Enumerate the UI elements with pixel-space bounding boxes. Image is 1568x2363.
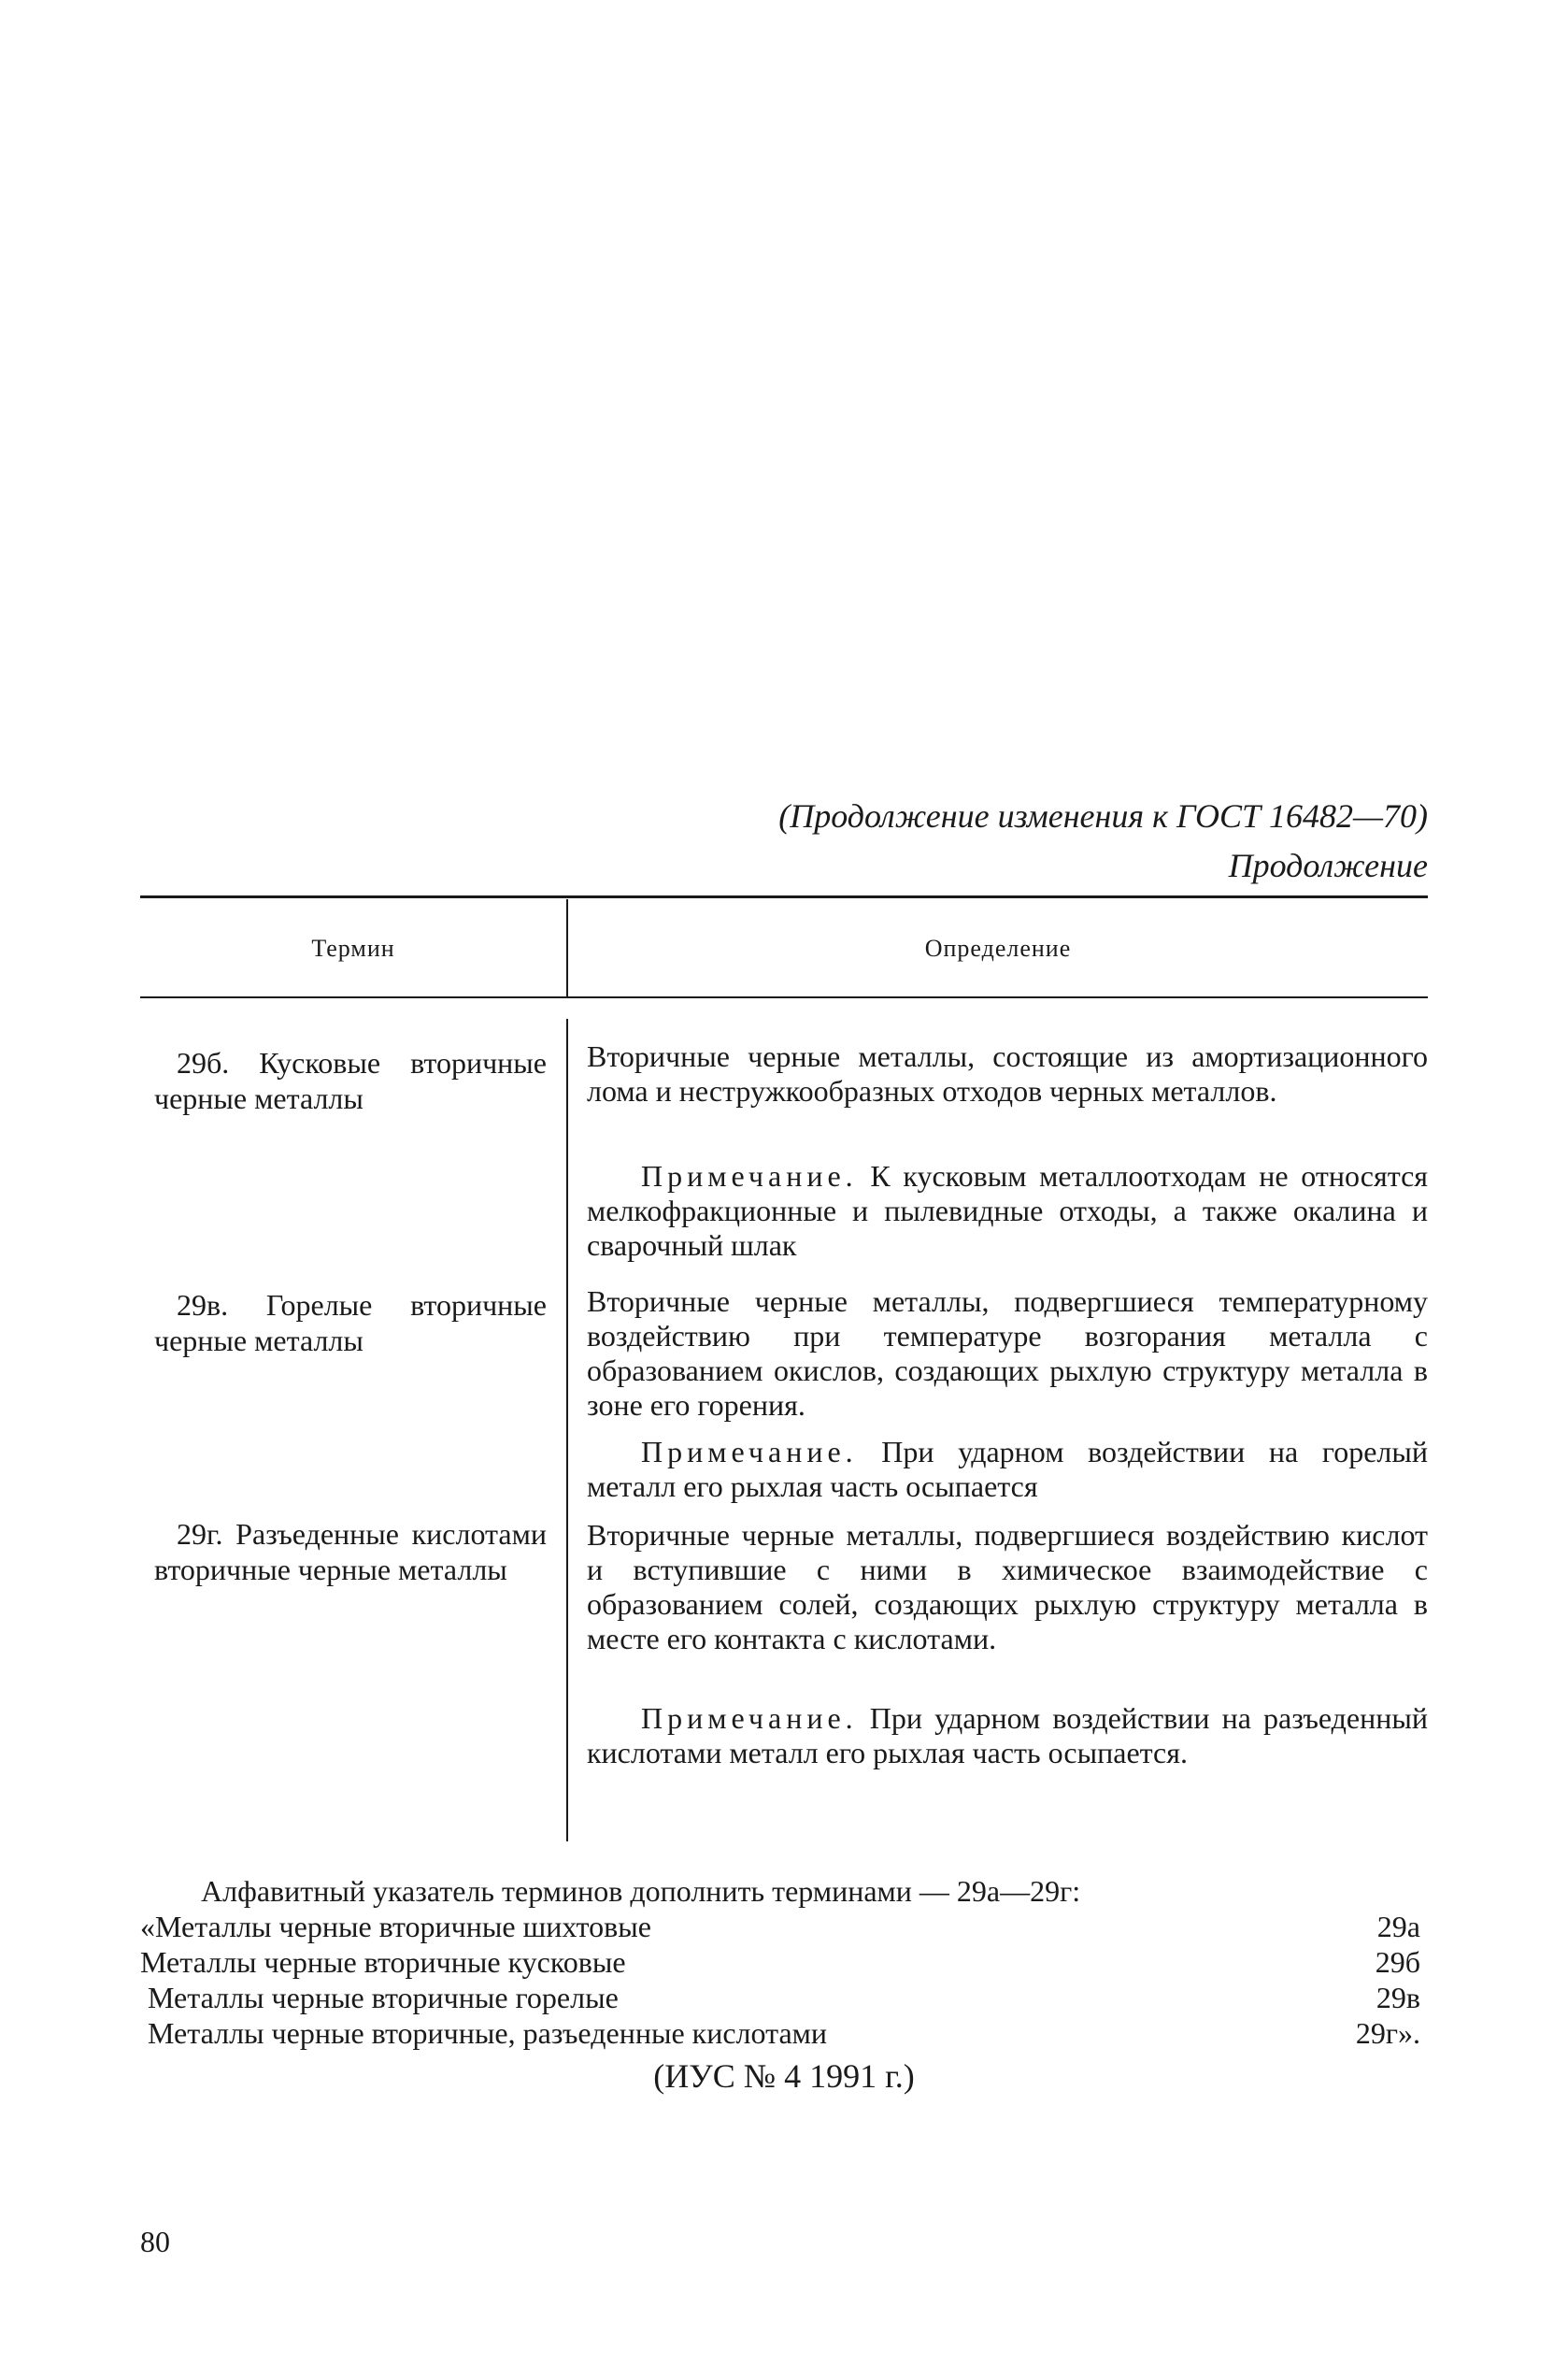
table-top-rule	[140, 895, 1428, 898]
term-29g-text: 29г. Разъеденные кислотами вторичные черные металлы	[154, 1517, 547, 1586]
page-number: 80	[140, 2225, 170, 2258]
definition-29b: Вторичные черные металлы, состоящие из амортизационного лома и нестружкообразных отходов черных металлов.	[587, 1039, 1428, 1108]
index-entry	[140, 2016, 1420, 2052]
term-29v-text: 29в. Горелые вторичные черные металлы	[154, 1288, 547, 1357]
term-29v	[154, 1287, 547, 1358]
index-entry-ref: 29а	[1376, 1910, 1420, 1943]
note-label: Примечание.	[641, 1159, 858, 1193]
note-label: Примечание.	[641, 1701, 858, 1735]
note-text: К кусковым металлоотходам не относятся мелкофракционные и пылевидные отходы, а также окалина и сварочный шлак	[587, 1159, 1428, 1262]
index-entry-ref: 29б	[1375, 1945, 1420, 1979]
note-text: При ударном воздействии на разъеденный кислотами металл его рыхлая часть осыпается.	[587, 1701, 1428, 1769]
definition-29v: Вторичные черные металлы, подвергшиеся температурному воздействию при температуре возгорания металла с образованием окислов, создающих рыхлую структуру металла в зоне его горения.	[587, 1284, 1428, 1422]
term-29g	[154, 1516, 547, 1587]
index-entry-label: «Металлы черные вторичные шихтовые	[140, 1910, 651, 1943]
note-label: Примечание.	[641, 1435, 858, 1468]
index-entry-label: Металлы черные вторичные горелые	[148, 1981, 619, 2014]
index-entry-ref: 29г».	[1355, 2016, 1420, 2050]
index-entry	[140, 1981, 1420, 2016]
index-entry-label: Металлы черные вторичные, разъеденные кислотами	[148, 2016, 828, 2050]
term-29b	[154, 1045, 547, 1116]
column-header-definition: Определение	[924, 935, 1072, 962]
index-entry	[140, 1945, 1420, 1981]
index-entry	[140, 1910, 1420, 1945]
table-header-rule	[140, 996, 1428, 998]
definition-29g: Вторичные черные металлы, подвергшиеся воздействию кислот и вступившие с ними в химическое взаимодействие с образованием солей, создающих рыхлую структуру металла в месте его контакта с кислотами.	[587, 1518, 1428, 1655]
note-29b	[587, 1159, 1428, 1263]
note-29g	[587, 1701, 1428, 1770]
table-column-divider-body	[566, 1019, 568, 1841]
index-entry-label: Металлы черные вторичные кусковые	[140, 1945, 626, 1979]
note-text: При ударном воздействии на горелый металл его рыхлая часть осыпается	[587, 1435, 1428, 1503]
column-header-term: Термин	[311, 935, 395, 962]
index-intro: Алфавитный указатель терминов дополнить терминами — 29а—29г:	[201, 1874, 1081, 1908]
index-entry-ref: 29в	[1376, 1981, 1420, 2014]
term-29b-text: 29б. Кусковые вторичные черные металлы	[154, 1046, 547, 1115]
note-29v	[587, 1435, 1428, 1504]
header-continuation-title: (Продолжение изменения к ГОСТ 16482—70)	[778, 797, 1428, 835]
source-reference: (ИУС № 4 1991 г.)	[653, 2057, 915, 2095]
header-continuation-label: Продолжение	[1228, 847, 1428, 884]
